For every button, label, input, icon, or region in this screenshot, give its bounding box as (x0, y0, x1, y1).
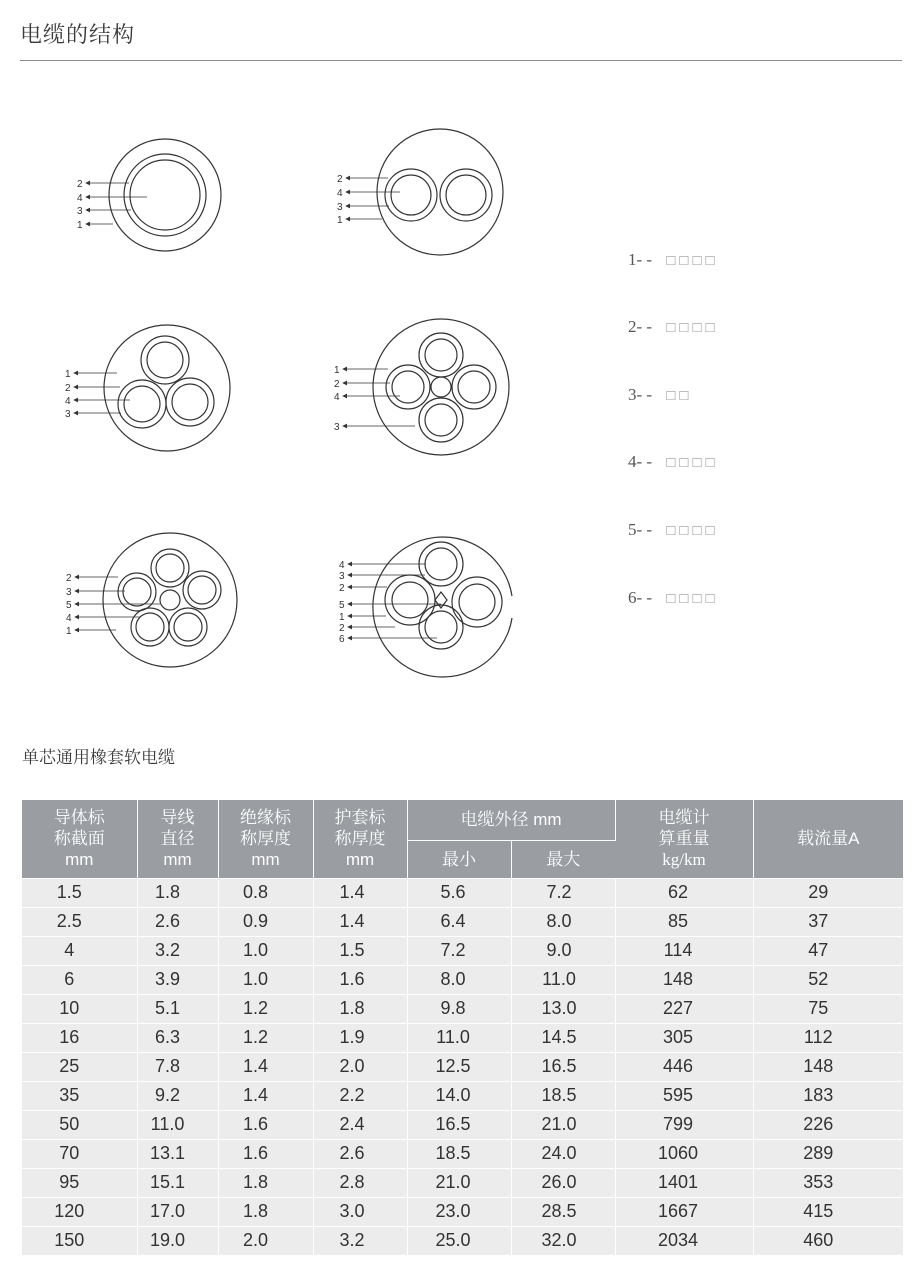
table-cell: 3.2 (313, 1226, 407, 1255)
diagram-label: 3 (66, 587, 72, 598)
table-cell: 3.0 (313, 1197, 407, 1226)
diagram-label: 4 (337, 188, 343, 199)
legend-number: 3- - (628, 385, 653, 404)
diagram-label: 2 (77, 179, 83, 190)
table-cell: 11.0 (407, 1023, 511, 1052)
table-cell: 32.0 (511, 1226, 615, 1255)
table-cell: 0.8 (218, 878, 313, 907)
table-row (22, 1052, 903, 1081)
legend-number: 2- - (628, 317, 653, 336)
table-row (22, 1139, 903, 1168)
diagram-label: 1 (66, 626, 72, 637)
diagram-label: 5 (66, 600, 72, 611)
legend-item (628, 452, 719, 476)
table-cell: 9.0 (511, 936, 615, 965)
table-cell: 24.0 (511, 1139, 615, 1168)
diagram-label: 4 (339, 560, 345, 571)
table-cell: 595 (615, 1081, 753, 1110)
table-cell: 7.8 (137, 1052, 218, 1081)
legend-text: □□□□ (666, 320, 719, 336)
table-cell: 9.8 (407, 994, 511, 1023)
table-cell: 12.5 (407, 1052, 511, 1081)
table-cell: 1.2 (218, 1023, 313, 1052)
table-cell: 1.8 (313, 994, 407, 1023)
table-cell: 1.0 (218, 965, 313, 994)
diagram-label: 3 (334, 422, 340, 433)
legend-number: 6- - (628, 588, 653, 607)
table-cell: 16.5 (511, 1052, 615, 1081)
table-cell: 1.0 (218, 936, 313, 965)
table-cell: 415 (753, 1197, 903, 1226)
table-cell: 150 (22, 1226, 137, 1255)
table-body (22, 878, 903, 1255)
diagram-five-core (103, 533, 237, 667)
diagram-label: 2 (65, 383, 71, 394)
legend-text: □□ (666, 388, 693, 404)
table-cell: 8.0 (511, 907, 615, 936)
table-cell: 1.5 (313, 936, 407, 965)
header-od-max: 最大 (511, 840, 615, 878)
table-cell: 1667 (615, 1197, 753, 1226)
legend-text: □□□□ (666, 591, 719, 607)
table-cell: 183 (753, 1081, 903, 1110)
diagram-label: 1 (337, 215, 343, 226)
table-cell: 1.4 (218, 1081, 313, 1110)
table-cell: 0.9 (218, 907, 313, 936)
table-cell: 6 (22, 965, 137, 994)
table-row (22, 936, 903, 965)
table-cell: 9.2 (137, 1081, 218, 1110)
table-cell: 13.1 (137, 1139, 218, 1168)
table-cell: 70 (22, 1139, 137, 1168)
table-cell: 25 (22, 1052, 137, 1081)
diagram-label: 2 (339, 623, 345, 634)
table-row (22, 1197, 903, 1226)
diagram-labels (65, 174, 345, 645)
table-cell: 120 (22, 1197, 137, 1226)
table-cell: 799 (615, 1110, 753, 1139)
table-cell: 8.0 (407, 965, 511, 994)
table-cell: 13.0 (511, 994, 615, 1023)
diagram-label: 4 (77, 193, 83, 204)
legend-number: 4- - (628, 452, 653, 471)
table-cell: 148 (753, 1052, 903, 1081)
diagram-label: 4 (334, 392, 340, 403)
table-cell: 17.0 (137, 1197, 218, 1226)
diagram-label: 6 (339, 634, 345, 645)
table-cell: 1.4 (218, 1052, 313, 1081)
table-cell: 226 (753, 1110, 903, 1139)
table-cell: 21.0 (407, 1168, 511, 1197)
table-cell: 11.0 (511, 965, 615, 994)
table-cell: 25.0 (407, 1226, 511, 1255)
table-cell: 2.0 (313, 1052, 407, 1081)
page-title: 电缆的结构 (20, 23, 136, 48)
legend-item (628, 317, 719, 341)
header-insulation-thickness: 绝缘标 称厚度 mm (218, 800, 313, 878)
table-cell: 1.2 (218, 994, 313, 1023)
table-cell: 1.4 (313, 907, 407, 936)
table-cell: 2.0 (218, 1226, 313, 1255)
table-cell: 6.4 (407, 907, 511, 936)
table-cell: 85 (615, 907, 753, 936)
diagram-three-core (104, 325, 230, 451)
table-cell: 2.8 (313, 1168, 407, 1197)
table-cell: 19.0 (137, 1226, 218, 1255)
diagram-label: 1 (65, 369, 71, 380)
table-cell: 305 (615, 1023, 753, 1052)
section-title: 单芯通用橡套软电缆 (22, 748, 175, 768)
spec-table (22, 800, 903, 1256)
table-cell: 1.6 (218, 1110, 313, 1139)
table-cell: 37 (753, 907, 903, 936)
title-divider (20, 60, 902, 61)
diagram-label: 3 (77, 206, 83, 217)
diagram-label: 3 (65, 409, 71, 420)
diagram-four-core (373, 319, 509, 455)
table-row (22, 1110, 903, 1139)
table-cell: 7.2 (407, 936, 511, 965)
table-cell: 460 (753, 1226, 903, 1255)
table-cell: 289 (753, 1139, 903, 1168)
table-cell: 2.6 (137, 907, 218, 936)
header-sheath-thickness: 护套标 称厚度 mm (313, 800, 407, 878)
diagram-label: 2 (339, 583, 345, 594)
legend-item (628, 588, 719, 612)
table-cell: 1.8 (218, 1168, 313, 1197)
table-cell: 16 (22, 1023, 137, 1052)
diagram-label: 3 (337, 202, 343, 213)
table-cell: 14.5 (511, 1023, 615, 1052)
table-cell: 28.5 (511, 1197, 615, 1226)
table-row (22, 1168, 903, 1197)
table-cell: 21.0 (511, 1110, 615, 1139)
table-cell: 227 (615, 994, 753, 1023)
table-cell: 5.6 (407, 878, 511, 907)
table-cell: 2.4 (313, 1110, 407, 1139)
table-cell: 47 (753, 936, 903, 965)
table-row (22, 994, 903, 1023)
table-cell: 35 (22, 1081, 137, 1110)
table-cell: 1.5 (22, 878, 137, 907)
table-row (22, 1023, 903, 1052)
table-cell: 75 (753, 994, 903, 1023)
table-cell: 1401 (615, 1168, 753, 1197)
table-cell: 114 (615, 936, 753, 965)
legend-text: □□□□ (666, 253, 719, 269)
table-cell: 1.8 (137, 878, 218, 907)
table-cell: 11.0 (137, 1110, 218, 1139)
table-cell: 7.2 (511, 878, 615, 907)
legend-item (628, 250, 719, 274)
diagram-label: 1 (339, 612, 345, 623)
table-cell: 23.0 (407, 1197, 511, 1226)
header-current: 载流量A (753, 800, 903, 878)
table-cell: 446 (615, 1052, 753, 1081)
table-cell: 50 (22, 1110, 137, 1139)
diagram-label: 2 (334, 379, 340, 390)
table-cell: 2.2 (313, 1081, 407, 1110)
table-cell: 15.1 (137, 1168, 218, 1197)
legend-item (628, 520, 719, 544)
table-cell: 18.5 (407, 1139, 511, 1168)
table-row (22, 878, 903, 907)
legend-number: 5- - (628, 520, 653, 539)
diagram-label: 1 (334, 365, 340, 376)
header-od-min: 最小 (407, 840, 511, 878)
diagram-single-core (109, 139, 221, 251)
table-row (22, 1226, 903, 1255)
table-row (22, 1081, 903, 1110)
table-cell: 14.0 (407, 1081, 511, 1110)
header-cross-section: 导体标 称截面 mm (22, 800, 137, 878)
table-cell: 6.3 (137, 1023, 218, 1052)
table-cell: 112 (753, 1023, 903, 1052)
table-cell: 1.8 (218, 1197, 313, 1226)
diagram-multi-core (373, 537, 512, 677)
table-cell: 52 (753, 965, 903, 994)
table-cell: 1060 (615, 1139, 753, 1168)
table-cell: 1.4 (313, 878, 407, 907)
header-wire-diameter: 导线 直径 mm (137, 800, 218, 878)
table-cell: 18.5 (511, 1081, 615, 1110)
diagram-label: 3 (339, 571, 345, 582)
header-weight: 电缆计 算重量 kg/km (615, 800, 753, 878)
legend-text: □□□□ (666, 523, 719, 539)
legend-number: 1- - (628, 250, 653, 269)
table-cell: 95 (22, 1168, 137, 1197)
legend-item (628, 385, 692, 409)
table-cell: 1.6 (218, 1139, 313, 1168)
diagram-label: 1 (77, 220, 83, 231)
diagram-label: 4 (66, 613, 72, 624)
table-cell: 148 (615, 965, 753, 994)
table-cell: 3.9 (137, 965, 218, 994)
table-cell: 10 (22, 994, 137, 1023)
table-cell: 2.6 (313, 1139, 407, 1168)
header-outer-diameter: 电缆外径 mm (407, 800, 615, 840)
diagram-label: 2 (66, 573, 72, 584)
table-cell: 4 (22, 936, 137, 965)
table-cell: 1.6 (313, 965, 407, 994)
diagram-label: 2 (337, 174, 343, 185)
legend-text: □□□□ (666, 455, 719, 471)
table-row (22, 907, 903, 936)
table-row (22, 965, 903, 994)
table-cell: 2.5 (22, 907, 137, 936)
table-cell: 353 (753, 1168, 903, 1197)
diagram-label: 5 (339, 600, 345, 611)
table-cell: 3.2 (137, 936, 218, 965)
table-cell: 16.5 (407, 1110, 511, 1139)
cable-diagrams (0, 100, 620, 700)
diagram-label: 4 (65, 396, 71, 407)
table-cell: 2034 (615, 1226, 753, 1255)
table-cell: 26.0 (511, 1168, 615, 1197)
table-cell: 62 (615, 878, 753, 907)
table-cell: 5.1 (137, 994, 218, 1023)
table-cell: 29 (753, 878, 903, 907)
table-cell: 1.9 (313, 1023, 407, 1052)
